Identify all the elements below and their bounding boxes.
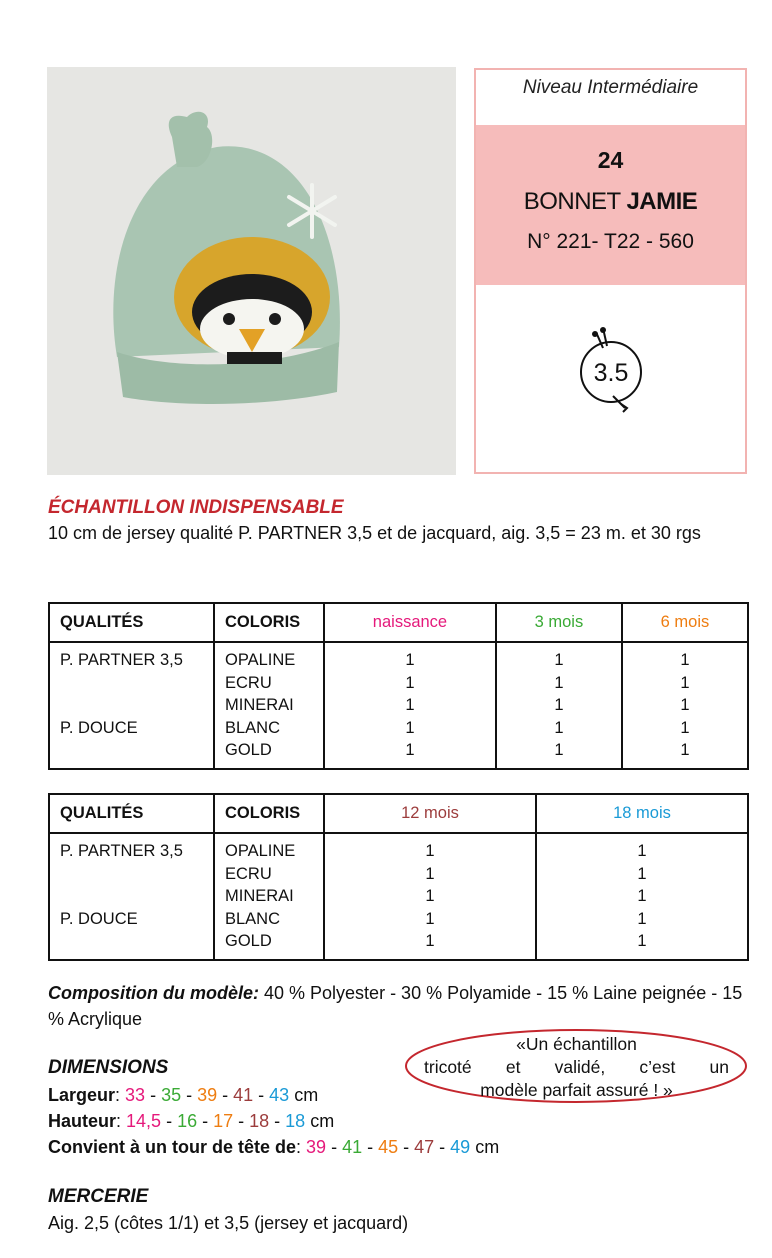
width-value: 39 <box>197 1085 218 1105</box>
quantity: 1 <box>405 696 415 714</box>
composition <box>48 980 753 1032</box>
composition-label: Composition du modèle: <box>48 983 259 1003</box>
quantity: 1 <box>554 696 564 714</box>
quantity-cell <box>496 642 622 769</box>
quote-bubble <box>404 1028 749 1104</box>
colors-cell <box>214 833 324 960</box>
quality-item <box>60 739 203 762</box>
sample-text: 10 cm de jersey qualité P. PARTNER 3,5 et de jacquard, aig. 3,5 = 23 m. et 30 rgs <box>48 523 701 543</box>
quote-line: modèle parfait assuré ! » <box>480 1080 673 1100</box>
height-value: 18 <box>285 1111 306 1131</box>
height-value: 18 <box>249 1111 270 1131</box>
quantity: 1 <box>637 932 647 950</box>
head-circumference-line: Convient à un tour de tête de: 39 - 41 - 45 - 47 - 49 cm <box>48 1137 500 1157</box>
width-unit: cm <box>294 1085 319 1105</box>
head-value: 49 <box>450 1137 471 1157</box>
color-item: MINERAI <box>225 887 294 905</box>
quality-item <box>60 863 203 886</box>
quantity: 1 <box>425 842 435 860</box>
title-prefix: BONNET <box>523 188 621 215</box>
colors-cell <box>214 642 324 769</box>
quality-item <box>60 694 203 717</box>
product-photo <box>47 67 456 475</box>
quantity: 1 <box>425 864 435 883</box>
quantity: 1 <box>554 741 564 759</box>
qualities-cell <box>49 642 214 769</box>
width-value: 33 <box>125 1085 146 1105</box>
table-header-row <box>49 603 748 642</box>
quantity: 1 <box>680 741 690 759</box>
quantity: 1 <box>680 651 690 669</box>
header-qualities: QUALITÉS <box>49 794 214 833</box>
sample-heading: ÉCHANTILLON INDISPENSABLE <box>48 497 344 518</box>
header-coloris: COLORIS <box>214 603 324 642</box>
quantity: 1 <box>405 741 415 759</box>
quantity: 1 <box>637 842 647 860</box>
width-value: 35 <box>161 1085 182 1105</box>
color-item: GOLD <box>225 932 272 950</box>
quantity: 1 <box>405 673 415 692</box>
quantity: 1 <box>554 718 564 737</box>
title-name: JAMIE <box>626 188 698 215</box>
quantity-cell <box>324 833 536 960</box>
height-unit: cm <box>310 1111 335 1131</box>
header-size: 6 mois <box>622 603 748 642</box>
color-item: OPALINE <box>225 842 296 860</box>
pattern-title <box>476 188 745 216</box>
quantity: 1 <box>680 696 690 714</box>
table-body-row <box>49 642 748 769</box>
height-label: Hauteur <box>48 1111 117 1131</box>
head-value: 41 <box>342 1137 363 1157</box>
height-value: 16 <box>177 1111 198 1131</box>
height-line: Hauteur: 14,5 - 16 - 17 - 18 - 18 cm <box>48 1111 335 1131</box>
difficulty-level: Niveau Intermédiaire <box>522 77 699 98</box>
quantity-cell <box>324 642 496 769</box>
quantity: 1 <box>637 909 647 928</box>
quantity: 1 <box>637 887 647 905</box>
header-size: 18 mois <box>536 794 748 833</box>
quantity: 1 <box>680 718 690 737</box>
quantity: 1 <box>554 651 564 669</box>
header-size: naissance <box>324 603 496 642</box>
color-item: BLANC <box>225 909 281 928</box>
quality-item: P. DOUCE <box>60 909 138 928</box>
pattern-info-box <box>474 68 747 474</box>
head-unit: cm <box>475 1137 500 1157</box>
quantity-cell <box>536 833 748 960</box>
needle-size: 3.5 <box>593 359 629 387</box>
color-item: MINERAI <box>225 696 294 714</box>
quantity: 1 <box>637 864 647 883</box>
dimensions-heading: DIMENSIONS <box>48 1057 169 1078</box>
head-value: 47 <box>414 1137 435 1157</box>
color-item: OPALINE <box>225 651 296 669</box>
quantity: 1 <box>405 651 415 669</box>
width-value: 43 <box>269 1085 290 1105</box>
quantity: 1 <box>425 932 435 950</box>
quote-line: «Un échantillon <box>516 1034 637 1054</box>
color-item: ECRU <box>225 673 272 692</box>
color-item: ECRU <box>225 864 272 883</box>
header-coloris: COLORIS <box>214 794 324 833</box>
header-qualities: QUALITÉS <box>49 603 214 642</box>
height-value: 14,5 <box>126 1111 162 1131</box>
quality-item <box>60 672 203 695</box>
header-size: 12 mois <box>324 794 536 833</box>
pattern-number: 24 <box>597 147 624 173</box>
width-line: Largeur: 33 - 35 - 39 - 41 - 43 cm <box>48 1085 319 1105</box>
color-item: BLANC <box>225 718 281 737</box>
table-header-row <box>49 794 748 833</box>
height-value: 17 <box>213 1111 234 1131</box>
header-size: 3 mois <box>496 603 622 642</box>
yarn-table-2 <box>48 793 749 961</box>
quantity: 1 <box>425 887 435 905</box>
mercerie-text: Aig. 2,5 (côtes 1/1) et 3,5 (jersey et jacquard) <box>48 1213 409 1233</box>
composition-text: 40 % Polyester - 30 % Polyamide - 15 % Laine peignée - 15 % Acrylique <box>48 983 743 1029</box>
knitting-needles-icon <box>573 326 653 416</box>
width-value: 41 <box>233 1085 254 1105</box>
quote-line: tricoté et validé, c’est un <box>424 1057 729 1077</box>
quality-item <box>60 930 203 953</box>
head-label: Convient à un tour de tête de <box>48 1137 297 1157</box>
knitted-hat-photo <box>47 67 456 475</box>
quote-text <box>424 1033 729 1102</box>
yarn-table-1 <box>48 602 749 770</box>
quality-item: P. PARTNER 3,5 <box>60 651 183 669</box>
width-label: Largeur <box>48 1085 116 1105</box>
pattern-title-band <box>476 125 745 285</box>
head-value: 39 <box>306 1137 327 1157</box>
qualities-cell <box>49 833 214 960</box>
head-value: 45 <box>378 1137 399 1157</box>
quality-item: P. PARTNER 3,5 <box>60 842 183 860</box>
mercerie-heading: MERCERIE <box>48 1186 149 1207</box>
quality-item: P. DOUCE <box>60 718 138 737</box>
color-item: GOLD <box>225 741 272 759</box>
pattern-reference: N° 221- T22 - 560 <box>527 230 694 253</box>
quantity: 1 <box>425 909 435 928</box>
quantity: 1 <box>680 673 690 692</box>
quantity-cell <box>622 642 748 769</box>
quality-item <box>60 885 203 908</box>
quantity: 1 <box>405 718 415 737</box>
table-body-row <box>49 833 748 960</box>
quantity: 1 <box>554 673 564 692</box>
svg-text:3.5 <box>594 359 629 387</box>
